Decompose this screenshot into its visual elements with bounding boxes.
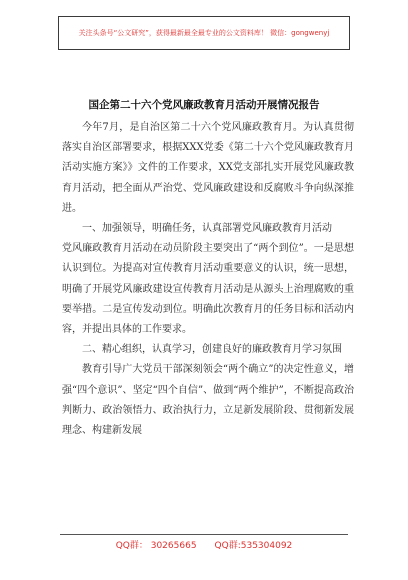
paragraph-section-1: 党风廉政教育月活动在动员阶段主要突出了“两个到位”。一是思想认识到位。为提高对宣传教育月活动重要意义的认识，统一思想，明确了开展党风廉政建设宣传教育月活动是从源头上治理腐败的重要举措。二是宣传发动到位。明确此次教育月的任务目标和活动内容，并提出具体的工作要求。 [62, 243, 354, 336]
section-heading-2: 二、精心组织，认真学习，创建良好的廉政教育月学习氛围 [82, 344, 342, 356]
footer-qq-group-left: QQ群： 30265665 [115, 541, 197, 551]
document-body [62, 118, 354, 441]
footer [0, 538, 408, 551]
paragraph-intro: 今年7月，是自治区第二十六个党风廉政教育月。为认真贯彻落实自治区部署要求，根据XXX党委《第二十六个党风廉政教育月活动实施方案》》文件的工作要求，XX党支部扎实开展党风廉政教育月活动，把全面从严治党、党风廉政建设和反腐败斗争向纵深推进。 [62, 122, 354, 214]
promo-text: 关注头条号“公文研究”，获得最新最全最专业的公文资料库！ 微信：gongwenyj [78, 29, 330, 37]
paragraph-section-2: 教育引导广大党员干部深刻领会“两个确立”的决定性意义，增强“四个意识”、坚定“四个自信”、做到“两个维护”，不断提高政治判断力、政治领悟力、政治执行力，立足新发展阶段、贯彻新发展理念、构建新发展 [62, 364, 354, 437]
section-heading-1: 一、加强领导，明确任务，认真部署党风廉政教育月活动 [82, 223, 332, 235]
promo-banner [58, 16, 350, 50]
footer-divider [60, 534, 348, 535]
footer-qq-group-right: QQ群:535304092 [214, 541, 293, 551]
document-title: 国企第二十六个党风廉政教育月活动开展情况报告 [88, 99, 320, 111]
